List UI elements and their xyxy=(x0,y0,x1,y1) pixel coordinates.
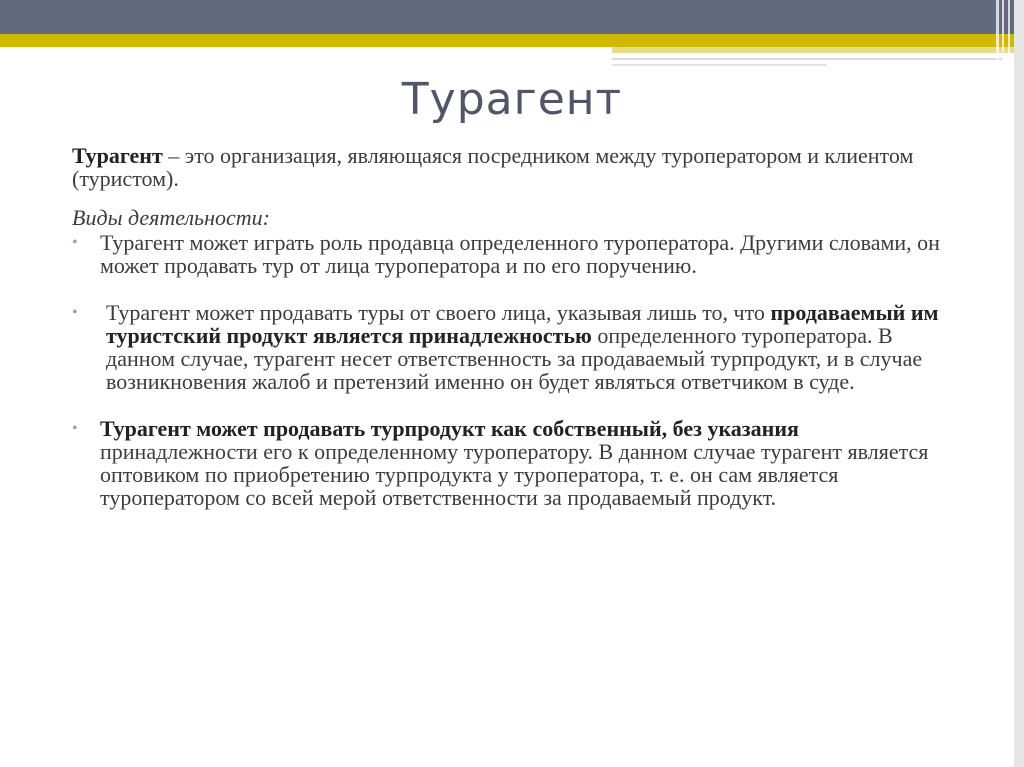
list-item-bold: Турагент может продавать турпродукт как собственный, без указания xyxy=(100,416,799,441)
bullet-icon: • xyxy=(72,304,78,321)
slide-title: Турагент xyxy=(401,74,623,125)
list-item xyxy=(72,231,962,277)
definition-text: – это организация, являющаяся посредником между туроператором и клиентом (туристом). xyxy=(72,143,914,191)
activity-list xyxy=(72,231,962,509)
header-band-gray xyxy=(0,0,1024,34)
header-band-yellow xyxy=(0,34,1024,47)
subheading: Виды деятельности: xyxy=(72,205,270,230)
list-item-text: Турагент может играть роль продавца определенного туроператора. Другими словами, он может продавать тур от лица туроператора и по его поручению. xyxy=(100,230,940,278)
list-item-text: определенного туроператора. В данном случае, турагент несет ответственность за продаваемый турпродукт, и в случае возникновения жалоб и претензий именно он будет являться ответчиком в суде. xyxy=(106,323,923,394)
header-rule-short xyxy=(612,64,827,66)
list-item-bold: продаваемый им туристский продукт является принадлежностью xyxy=(106,300,939,348)
definition-term: Турагент xyxy=(72,143,163,168)
list-item xyxy=(72,301,962,393)
bullet-icon: • xyxy=(72,234,78,251)
list-item-text: Турагент может продавать туры от своего лица, указывая лишь то, что xyxy=(106,300,771,325)
list-item-text: принадлежности его к определенному туроператору. В данном случае турагент является оптовиком по приобретению турпродукта у туроператора, т. е. он сам является туроператором со всей мерой ответственности за продаваемый продукт. xyxy=(100,439,929,510)
header-rule xyxy=(612,58,1004,60)
header-band-accent xyxy=(612,47,1024,53)
list-item xyxy=(72,417,962,509)
definition xyxy=(72,144,962,190)
slide-body xyxy=(72,144,962,533)
bullet-icon: • xyxy=(72,420,78,437)
